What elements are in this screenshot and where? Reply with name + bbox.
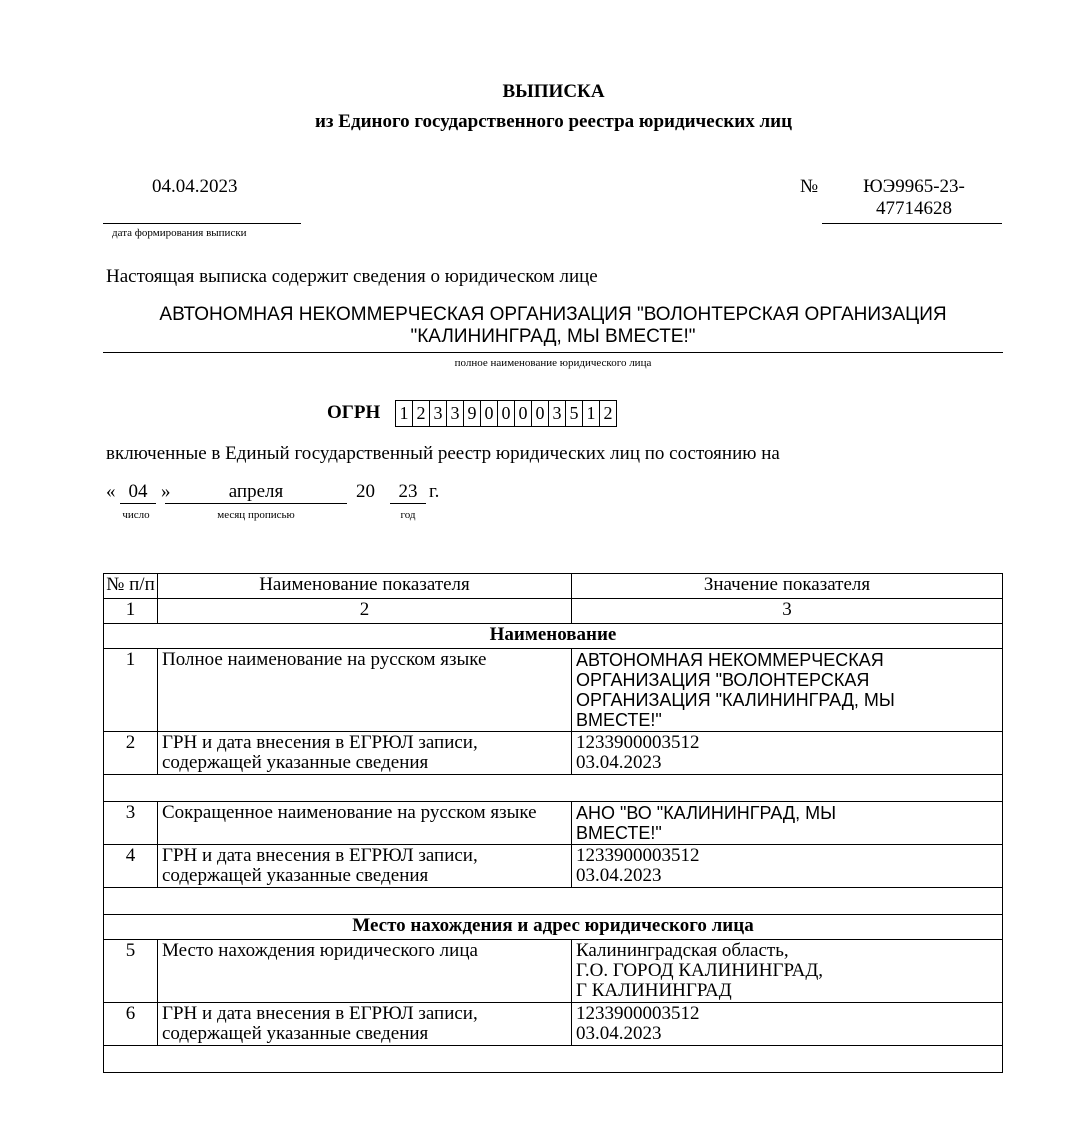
state-date-year-suffix: г. bbox=[429, 481, 440, 502]
row-number: 3 bbox=[104, 802, 158, 845]
entity-full-name-caption: полное наименование юридического лица bbox=[454, 357, 652, 369]
entity-full-name bbox=[103, 304, 1003, 348]
ogrn-digit: 2 bbox=[412, 401, 429, 426]
state-date-year: 23 bbox=[390, 481, 426, 504]
section-row bbox=[104, 915, 1003, 940]
column-header: Значение показателя bbox=[572, 574, 1003, 599]
ogrn-digit: 0 bbox=[514, 401, 531, 426]
extract-number-line2: 47714628 bbox=[876, 198, 952, 219]
ogrn-digit: 1 bbox=[582, 401, 599, 426]
row-value bbox=[572, 1003, 1003, 1046]
row-value bbox=[572, 732, 1003, 775]
extract-number bbox=[826, 176, 1002, 220]
ogrn-label: ОГРН bbox=[327, 402, 381, 423]
value-line: 03.04.2023 bbox=[576, 1023, 662, 1044]
row-number: 5 bbox=[104, 940, 158, 1003]
row-label: Место нахождения юридического лица bbox=[158, 940, 572, 1003]
document-title: ВЫПИСКА bbox=[502, 81, 605, 102]
value-line: Калининградская область, bbox=[576, 940, 789, 961]
column-number: 1 bbox=[104, 599, 158, 624]
row-label: ГРН и дата внесения в ЕГРЮЛ записи, содержащей указанные сведения bbox=[158, 845, 572, 888]
value-line: ВМЕСТЕ!" bbox=[576, 710, 662, 730]
section-title-name: Наименование bbox=[104, 624, 1003, 649]
value-line: ОРГАНИЗАЦИЯ "КАЛИНИНГРАД, МЫ bbox=[576, 690, 895, 710]
divider bbox=[103, 352, 1003, 353]
extract-date-caption: дата формирования выписки bbox=[112, 227, 247, 239]
value-line: ВМЕСТЕ!" bbox=[576, 823, 662, 843]
ogrn-digit: 0 bbox=[497, 401, 514, 426]
ogrn-digit: 3 bbox=[548, 401, 565, 426]
section-row bbox=[104, 624, 1003, 649]
state-date-century: 20 bbox=[356, 481, 375, 502]
row-number: 4 bbox=[104, 845, 158, 888]
spacer-cell bbox=[104, 775, 1003, 802]
year-caption: год bbox=[400, 509, 416, 521]
table-row bbox=[104, 649, 1003, 732]
included-text: включенные в Единый государственный реестр юридических лиц по состоянию на bbox=[106, 443, 780, 464]
column-number-row bbox=[104, 599, 1003, 624]
extract-date: 04.04.2023 bbox=[152, 176, 238, 197]
table-row bbox=[104, 940, 1003, 1003]
ogrn-digit: 5 bbox=[565, 401, 582, 426]
column-header: № п/п bbox=[104, 574, 158, 599]
value-line: 1233900003512 bbox=[576, 732, 700, 753]
ogrn-digit: 2 bbox=[599, 401, 616, 426]
table-row bbox=[104, 802, 1003, 845]
value-line: АНО "ВО "КАЛИНИНГРАД, МЫ bbox=[576, 803, 837, 823]
spacer-row bbox=[104, 775, 1003, 802]
extract-number-line1: ЮЭ9965-23- bbox=[863, 176, 965, 197]
entity-full-name-line1: АВТОНОМНАЯ НЕКОММЕРЧЕСКАЯ ОРГАНИЗАЦИЯ "ВОЛОНТЕРСКАЯ ОРГАНИЗАЦИЯ bbox=[159, 304, 947, 325]
value-line: 03.04.2023 bbox=[576, 752, 662, 773]
state-date-day: 04 bbox=[120, 481, 156, 504]
divider bbox=[103, 223, 301, 224]
row-label: ГРН и дата внесения в ЕГРЮЛ записи, содержащей указанные сведения bbox=[158, 1003, 572, 1046]
value-line: 1233900003512 bbox=[576, 1003, 700, 1024]
column-header: Наименование показателя bbox=[158, 574, 572, 599]
value-line: Г.О. ГОРОД КАЛИНИНГРАД, bbox=[576, 960, 824, 981]
ogrn-digit: 0 bbox=[480, 401, 497, 426]
value-line: 03.04.2023 bbox=[576, 865, 662, 886]
value-line: АВТОНОМНАЯ НЕКОММЕРЧЕСКАЯ bbox=[576, 650, 884, 670]
row-label: Сокращенное наименование на русском языке bbox=[158, 802, 572, 845]
spacer-row bbox=[104, 1046, 1003, 1073]
ogrn-digit: 9 bbox=[463, 401, 480, 426]
spacer-cell bbox=[104, 1046, 1003, 1073]
ogrn-digit: 3 bbox=[446, 401, 463, 426]
table-row bbox=[104, 1003, 1003, 1046]
column-number: 3 bbox=[572, 599, 1003, 624]
row-value bbox=[572, 845, 1003, 888]
entity-full-name-line2: "КАЛИНИНГРАД, МЫ ВМЕСТЕ!" bbox=[410, 326, 696, 347]
registry-table bbox=[103, 573, 1003, 1073]
date-open-quote: « bbox=[106, 481, 116, 502]
table-row bbox=[104, 732, 1003, 775]
section-title-address: Место нахождения и адрес юридического лица bbox=[104, 915, 1003, 940]
table-header-row bbox=[104, 574, 1003, 599]
value-line: 1233900003512 bbox=[576, 845, 700, 866]
day-caption: число bbox=[122, 509, 150, 521]
value-line: ОРГАНИЗАЦИЯ "ВОЛОНТЕРСКАЯ bbox=[576, 670, 870, 690]
ogrn-digit: 0 bbox=[531, 401, 548, 426]
intro-text: Настоящая выписка содержит сведения о юридическом лице bbox=[106, 266, 598, 287]
ogrn-digit: 1 bbox=[399, 403, 409, 423]
ogrn-digit: 3 bbox=[429, 401, 446, 426]
value-line: Г КАЛИНИНГРАД bbox=[576, 980, 732, 1001]
row-label: ГРН и дата внесения в ЕГРЮЛ записи, содержащей указанные сведения bbox=[158, 732, 572, 775]
month-caption: месяц прописью bbox=[217, 509, 295, 521]
document-subtitle: из Единого государственного реестра юридических лиц bbox=[314, 111, 793, 132]
row-value bbox=[572, 649, 1003, 732]
row-number: 2 bbox=[104, 732, 158, 775]
row-label: Полное наименование на русском языке bbox=[158, 649, 572, 732]
divider bbox=[822, 223, 1002, 224]
date-close-quote: » bbox=[161, 481, 171, 502]
row-number: 1 bbox=[104, 649, 158, 732]
table-row bbox=[104, 845, 1003, 888]
spacer-row bbox=[104, 888, 1003, 915]
spacer-cell bbox=[104, 888, 1003, 915]
number-sign: № bbox=[800, 176, 819, 197]
row-number: 6 bbox=[104, 1003, 158, 1046]
row-value bbox=[572, 802, 1003, 845]
ogrn-digit-boxes bbox=[395, 400, 617, 427]
column-number: 2 bbox=[158, 599, 572, 624]
row-value bbox=[572, 940, 1003, 1003]
state-date-month: апреля bbox=[165, 481, 347, 504]
